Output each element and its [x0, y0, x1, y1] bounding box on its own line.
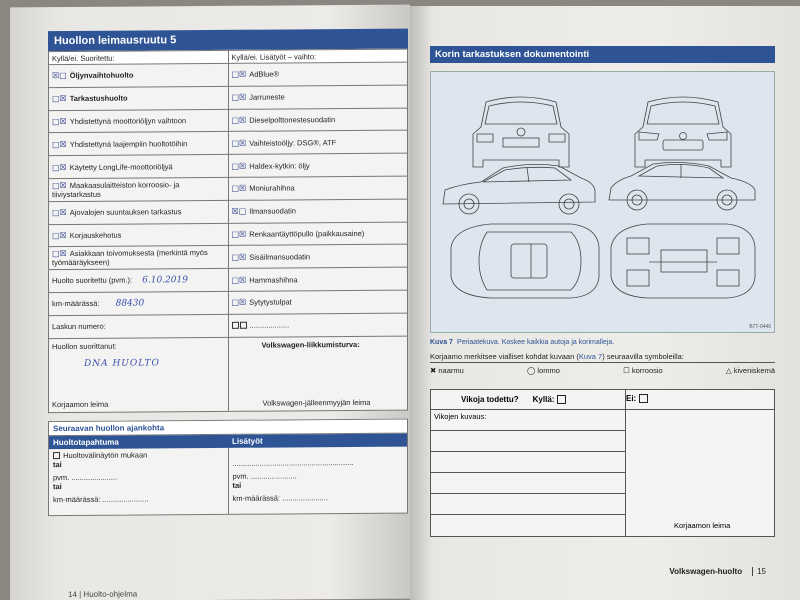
extra-work-checkbox[interactable]: □☒ AdBlue®: [228, 62, 408, 86]
service-item-checkbox[interactable]: □☒ Käytetty LongLife-moottoriöljyä: [49, 155, 229, 179]
car-top-view-icon: [451, 224, 599, 298]
extra-work-checkbox[interactable]: □☒ Haldex-kytkin: öljy: [228, 153, 408, 177]
service-checklist-table: [48, 49, 408, 413]
car-rear-view-icon: [473, 97, 569, 167]
column-header-done: Kyllä/ei. Suoritettu:: [49, 50, 229, 64]
defect-line[interactable]: [431, 494, 625, 515]
extra-row-spark-plugs[interactable]: □☒ Sytytystulpat: [228, 290, 408, 314]
service-item-checkbox[interactable]: ☒□ Öljynvaihtohuolto: [49, 63, 229, 87]
handwritten-mileage: 88430: [115, 298, 145, 309]
column-header-extra: Kyllä/ei. Lisätyöt – vaihto:: [228, 49, 408, 63]
checklist-row: [49, 85, 408, 110]
service-item-checkbox[interactable]: □☒ Ajovalojen suuntauksen tarkastus: [49, 200, 229, 224]
service-item-checkbox[interactable]: □☒ Korjauskehotus: [49, 223, 229, 247]
car-front-view-icon: [635, 97, 731, 167]
checklist-row: [49, 176, 408, 201]
extra-work-checkbox[interactable]: □☒ Renkaantäyttöpullo (paikkausaine): [228, 222, 408, 246]
left-page-footer: 14 | Huolto-ohjelma: [68, 589, 138, 599]
defect-line[interactable]: [431, 473, 625, 494]
defect-description-label: Vikojen kuvaus:: [431, 410, 625, 431]
service-item-checkbox[interactable]: □☒ Asiakkaan toivomuksesta (merkintä myös työmääräykseen): [49, 246, 229, 270]
extra-work-checkbox[interactable]: □☒ Sisäilmansuodatin: [228, 244, 408, 268]
checklist-row: [49, 222, 408, 247]
checklist-row: [49, 62, 408, 87]
car-right-side-icon: [609, 162, 755, 210]
invoice-number-cell[interactable]: Laskun numero:: [49, 314, 229, 338]
handwritten-workshop: DNA HUOLTO: [84, 357, 160, 369]
extra-work-checkbox[interactable]: □☒ Moniurahihna: [228, 176, 408, 200]
checklist-row: [49, 108, 408, 133]
mileage-cell[interactable]: km-määrässä: 88430: [49, 291, 229, 315]
scratch-symbol: ✖ naarmu: [430, 366, 464, 375]
extra-work-checkbox[interactable]: ☒□ Ilmansuodatin: [228, 199, 408, 223]
service-stamp-form: [48, 29, 408, 516]
right-page: [410, 6, 800, 600]
stone-chip-symbol: △ kiveniskemä: [725, 366, 775, 375]
extra-work-checkbox[interactable]: □☒ Jarruneste: [228, 85, 408, 109]
extra-row-blank[interactable]: ...................: [228, 313, 408, 337]
checklist-row: [49, 199, 408, 224]
section-title: Huollon leimausruutu 5: [48, 29, 408, 52]
car-diagram-figure[interactable]: B7T-0446: [430, 71, 775, 333]
extra-km-field[interactable]: km-määrässä: ......................: [232, 492, 328, 503]
corrosion-symbol: ☐ korroosio: [623, 366, 663, 375]
defects-no-checkbox[interactable]: Ei:: [626, 394, 648, 403]
handwritten-date: 6.10.2019: [142, 275, 188, 286]
right-page-footer: Volkswagen-huolto 15: [669, 567, 766, 576]
dent-symbol: ◯ lommo: [526, 366, 560, 375]
performed-by-cell[interactable]: Huollon suorittanut: DNA HUOLTO Korjaamon leima: [49, 337, 229, 412]
car-outline-views: [431, 72, 776, 334]
workshop-stamp-label: Korjaamon leima: [674, 521, 731, 530]
checklist-row: [49, 131, 408, 156]
defect-line[interactable]: [431, 515, 625, 536]
next-interval-checkbox[interactable]: Huoltovälinäytön mukaan tai: [49, 447, 228, 470]
next-service-table: Huoltotapahtuma Lisätyöt Huoltovälinäytön mukaan tai .......................................................... pvm. ...................... tai pvm. ...................... tai km-määrässä: ...................... km-määrässä: ......................: [49, 433, 407, 514]
section-title: Korin tarkastuksen dokumentointi: [430, 46, 775, 63]
mobility-cell[interactable]: Volkswagen-liikkumisturva: Volkswagen-jälleenmyyjän leima: [228, 336, 408, 411]
defects-form: Vikoja todettu? Kyllä: Vikojen kuvaus: Ei: Korjaamon leima: [430, 389, 775, 537]
service-item-checkbox[interactable]: □☒ Yhdistettynä laajempiin huoltotöihin: [49, 132, 229, 156]
service-item-checkbox[interactable]: □☒ Tarkastushuolto: [49, 86, 229, 110]
checklist-row: [49, 244, 408, 269]
booklet-spread: [10, 6, 800, 600]
service-item-checkbox[interactable]: □☒ Maakaasulaitteiston korroosio- ja tiiviystarkastus: [49, 177, 229, 201]
body-inspection-section: [430, 46, 775, 537]
service-date-cell[interactable]: Huolto suoritettu (pvm.): 6.10.2019: [49, 269, 229, 293]
left-page: [10, 5, 410, 600]
defects-yes-checkbox[interactable]: Kyllä:: [533, 395, 567, 404]
marking-instructions: Korjaamo merkitsee vialliset kohdat kuvaan (Kuva 7) seuraavilla symboleilla:: [430, 352, 775, 363]
car-left-side-icon: [443, 164, 595, 214]
checklist-row: [49, 153, 408, 178]
next-km-field[interactable]: km-määrässä: ......................: [49, 491, 228, 514]
symbol-legend: [430, 366, 775, 375]
figure-caption: Kuva 7 Periaatekuva. Koskee kaikkia autoja ja korimalleja.: [430, 339, 615, 346]
next-service-box: Seuraavan huollon ajankohta Huoltotapahtuma Lisätyöt Huoltovälinäytön mukaan tai .......................................................... pvm. ...................... tai pvm. ...................... tai km-määrässä: ...................... km-määrässä: ......................: [48, 418, 408, 516]
next-date-field[interactable]: pvm. ...................... tai: [49, 469, 228, 492]
car-underbody-view-icon: [611, 224, 755, 298]
extra-row-timing-belt[interactable]: □☒ Hammashihna: [228, 267, 408, 291]
extra-work-checkbox[interactable]: □☒ Vaihteistoöljy: DSG®, ATF: [228, 131, 408, 155]
defect-line[interactable]: [431, 431, 625, 452]
extra-date-field[interactable]: pvm. ...................... tai: [232, 470, 297, 490]
defect-line[interactable]: [431, 452, 625, 473]
extra-work-checkbox[interactable]: □☒ Dieselpolttonestesuodatin: [228, 108, 408, 132]
service-item-checkbox[interactable]: □☒ Yhdistettynä moottoriöljyn vaihtoon: [49, 109, 229, 133]
